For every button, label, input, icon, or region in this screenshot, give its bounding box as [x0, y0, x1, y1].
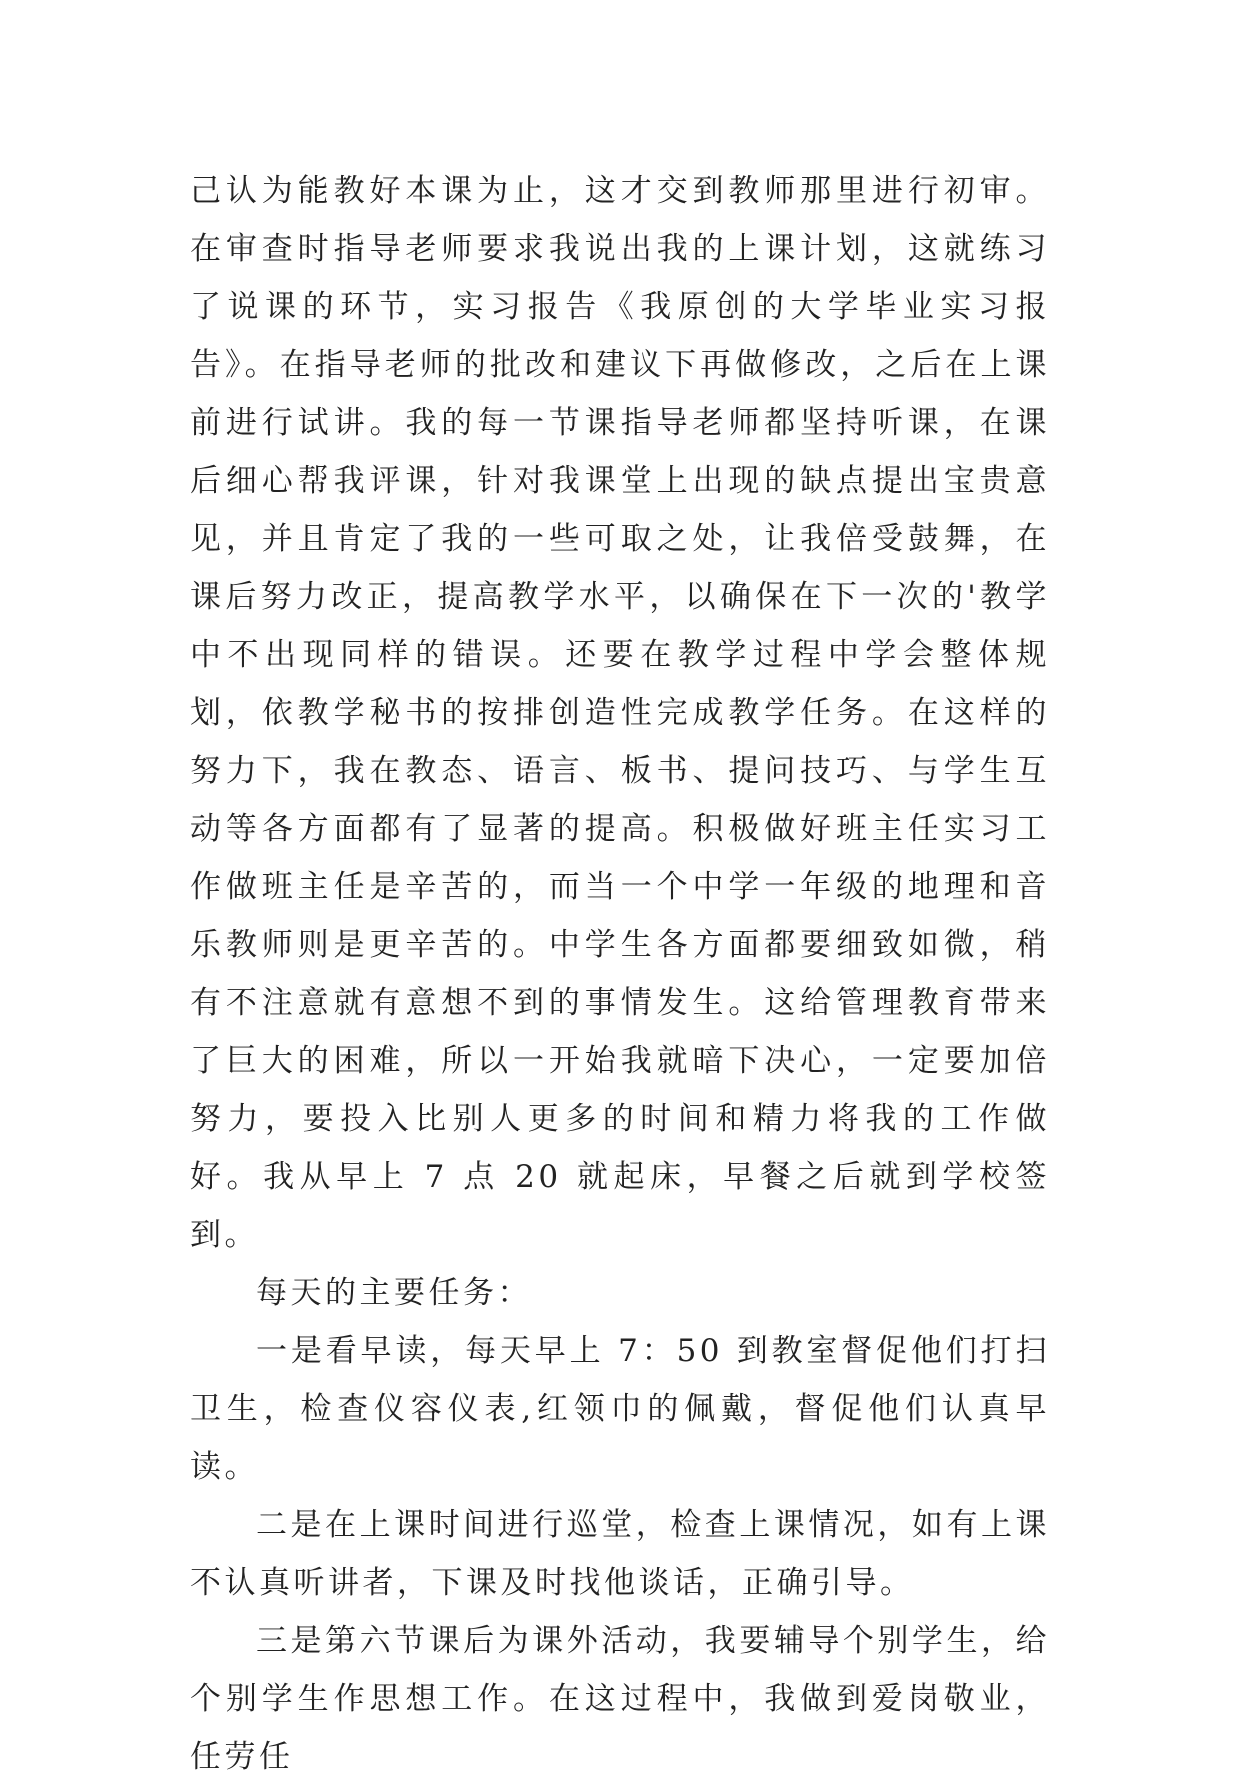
- paragraph-task-three: 三是第六节课后为课外活动，我要辅导个别学生，给个别学生作思想工作。在这过程中，我做到爱岗敬业，任劳任: [190, 1623, 1050, 1775]
- document-body: [190, 162, 1050, 1786]
- paragraph-continuation: 己认为能教好本课为止，这才交到教师那里进行初审。在审查时指导老师要求我说出我的上课计划，这就练习了说课的环节，实习报告《我原创的大学毕业实习报告》。在指导老师的批改和建议下再做修改，之后在上课前进行试讲。我的每一节课指导老师都坚持听课，在课后细心帮我评课，针对我课堂上出现的缺点提出宝贵意见，并且肯定了我的一些可取之处，让我倍受鼓舞，在课后努力改正，提高教学水平，以确保在下一次的'教学中不出现同样的错误。还要在教学过程中学会整体规划，依教学秘书的按排创造性完成教学任务。在这样的努力下，我在教态、语言、板书、提问技巧、与学生互动等各方面都有了显著的提高。积极做好班主任实习工作做班主任是辛苦的，而当一个中学一年级的地理和音乐教师则是更辛苦的。中学生各方面都要细致如微，稍有不注意就有意想不到的事情发生。这给管理教育带来了巨大的困难，所以一开始我就暗下决心，一定要加倍努力，要投入比别人更多的时间和精力将我的工作做好。我从早上 7 点 20 就起床，早餐之后就到学校签到。: [190, 173, 1050, 1253]
- paragraph-task-two: 二是在上课时间进行巡堂，检查上课情况，如有上课不认真听讲者，下课及时找他谈话，正确引导。: [190, 1507, 1050, 1601]
- paragraph-task-one: 一是看早读，每天早上 7：50 到教室督促他们打扫卫生，检查仪容仪表,红领巾的佩戴，督促他们认真早读。: [190, 1333, 1050, 1485]
- paragraph-daily-tasks-heading: 每天的主要任务：: [256, 1275, 532, 1311]
